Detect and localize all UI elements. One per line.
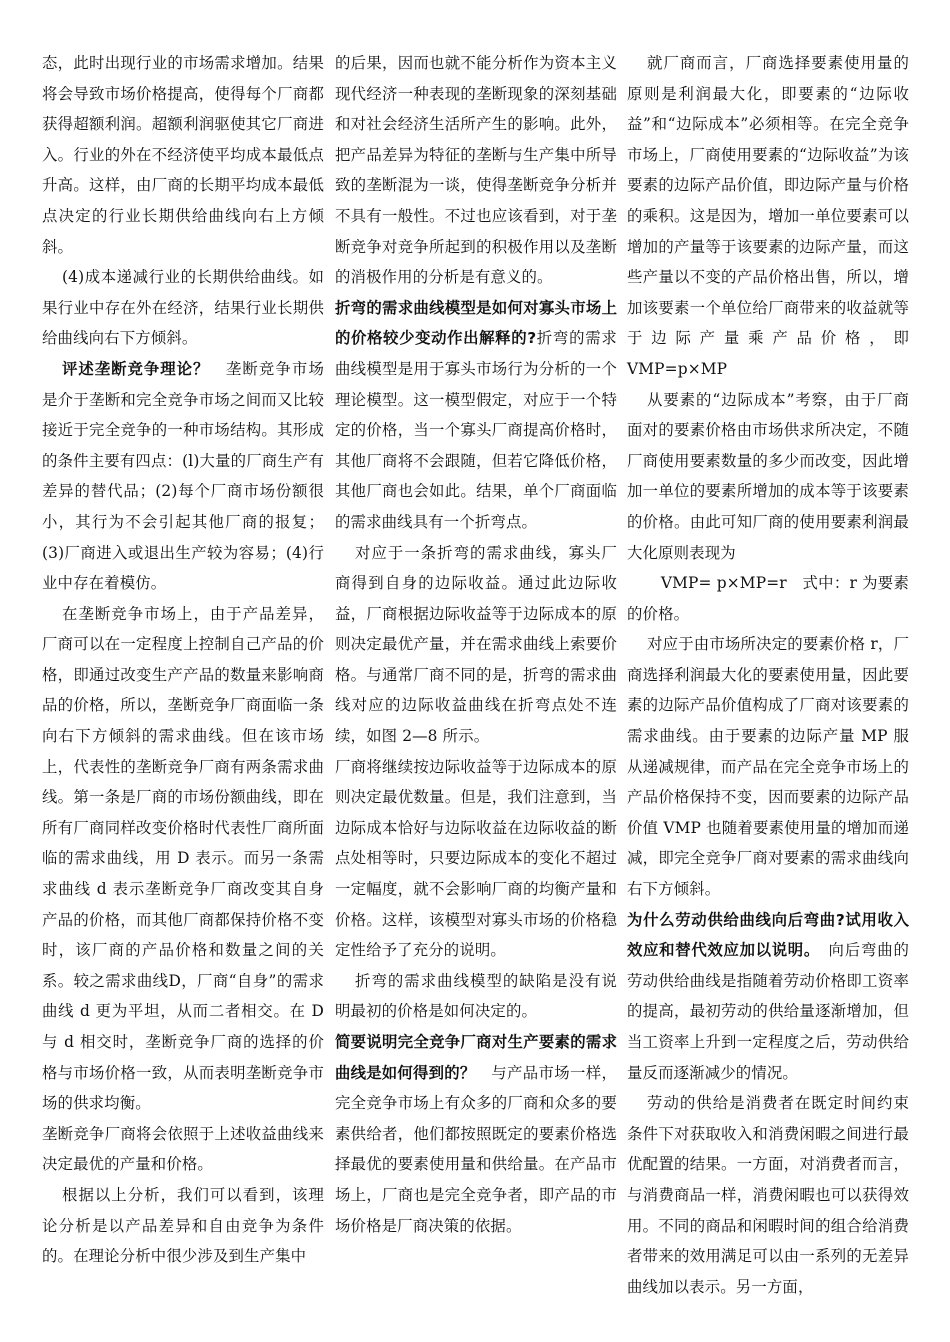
formula-line: VMP= p×MP=r 式中：r 为要素的价格。 xyxy=(627,574,909,623)
paragraph: 劳动的供给是消费者在既定时间约束条件下对获取收入和消费闲暇之间进行最优配置的结果。一方面，对消费者而言，与消费商品一样，消费闲暇也可以获得效用。不同的商品和闲暇时间的组合给消费者带来的效用满足可以由一系列的无差异曲线加以表示。另一方面， xyxy=(627,1094,909,1296)
paragraph: 从要素的“边际成本”考察，由于厂商面对的要素价格由市场供求所决定，不随厂商使用要素数量的多少而改变，因此增加一单位的要素所增加的成本等于该要素的价格。由此可知厂商的使用要素利润最大化原则表现为 xyxy=(627,390,909,562)
question-heading: 为什么劳动供给曲线向后弯曲?试用收入效应和替代效应加以说明。 xyxy=(627,910,909,960)
paragraph-with-question xyxy=(335,1027,617,1241)
paragraph: (4)成本递减行业的长期供给曲线。如果行业中存在外在经济，结果行业长期供给曲线向右下方倾斜。 xyxy=(42,268,324,348)
paragraph-with-question xyxy=(627,905,909,1089)
paragraph: 的后果，因而也就不能分析作为资本主义现代经济一种表现的垄断现象的深刻基础和对社会经济生活所产生的影响。此外，把产品差异为特征的垄断与生产集中所导致的垄断混为一谈，使得垄断竞争分析并不具有一般性。不过也应该看到，对于垄断竞争对竞争所起到的积极作用以及垄断的消极作用的分析是有意义的。 xyxy=(335,54,617,287)
paragraph: 在垄断竞争市场上，由于产品差异，厂商可以在一定程度上控制自己产品的价格，即通过改变生产产品的数量来影响商品的价格，所以，垄断竞争厂商面临一条向右下方倾斜的需求曲线。但在该市场上，代表性的垄断竞争厂商有两条需求曲线。第一条是厂商的市场份额曲线，即在所有厂商同样改变价格时代表性厂商所面临的需求曲线，用 D 表示。而另一条需求曲线 d 表示垄断竞争厂商改变其自身产品的价格，而其他厂商都保持价格不变时，该厂商的产品价格和数量之间的关系。较之需求曲线D，厂商“自身”的需求曲线 d 更为平坦，从而二者相交。在 D 与 d 相交时，垄断竞争厂商的选择的价格与市场价格一致，从而表明垄断竞争市场的供求均衡。 xyxy=(42,604,324,1113)
paragraph: 对应于一条折弯的需求曲线，寡头厂商得到自身的边际收益。通过此边际收益，厂商根据边际收益等于边际成本的原则决定最优产量，并在需求曲线上索要价格。与通常厂商不同的是，折弯的需求曲线对应的边际收益曲线在折弯点处不连续，如图 2—8 所示。 xyxy=(335,543,617,746)
question-heading: 评述垄断竞争理论？ xyxy=(62,359,210,378)
answer-text: 向后弯曲的劳动供给曲线是指随着劳动价格即工资率的提高，最初劳动的供给量逐渐增加，但当工资率上升到一定程度之后，劳动供给量反而逐渐减少的情况。 xyxy=(627,941,909,1082)
paragraph-with-question xyxy=(335,293,617,538)
paragraph: 垄断竞争厂商将会依照于上述收益曲线来决定最优的产量和价格。 xyxy=(42,1124,324,1174)
paragraph: 态，此时出现行业的市场需求增加。结果将会导致市场价格提高，使得每个厂商都获得超额利润。超额利润驱使其它厂商进入。行业的外在不经济使平均成本最低点升高。这样，由厂商的长期平均成本最低点决定的行业长期供给曲线向右上方倾斜。 xyxy=(42,54,324,256)
paragraph: 就厂商而言，厂商选择要素使用量的原则是利润最大化，即要素的“边际收益”和“边际成本”必须相等。在完全竞争市场上，厂商使用要素的“边际收益”为该要素的边际产品价值，即边际产量与价格的乘积。这是因为，增加一单位要素可以增加的产量等于该要素的边际产量，而这些产量以不变的产品价格出售，所以，增加该要素一个单位给厂商带来的收益就等于边际产量乘产品价格，即 VMP=p×MP xyxy=(627,54,909,378)
paragraph: 根据以上分析，我们可以看到，该理论分析是以产品差异和自由竞争为条件的。在理论分析中很少涉及到生产集中 xyxy=(42,1185,324,1266)
text-column-2 xyxy=(335,48,617,1241)
paragraph: 厂商将继续按边际收益等于边际成本的原则决定最优数量。但是，我们注意到，当边际成本恰好与边际收益在边际收益的断点处相等时，只要边际成本的变化不超过一定幅度，就不会影响厂商的均衡产量和价格。这样，该模型对寡头市场的价格稳定性给予了充分的说明。 xyxy=(335,757,617,960)
answer-text: 折弯的需求曲线模型是用于寡头市场行为分析的一个理论模型。这一模型假定，对应于一个特定的价格，当一个寡头厂商提高价格时，其他厂商将不会跟随，但若它降低价格，其他厂商也会如此。结果，单个厂商面临的需求曲线具有一个折弯点。 xyxy=(335,329,617,531)
answer-text: 垄断竞争市场是介于垄断和完全竞争市场之间而又比较接近于完全竞争的一种市场结构。其形成的条件主要有四点：(l)大量的厂商生产有差异的替代品；(2)每个厂商市场份额很小，其行为不会引起其他厂商的报复；(3)厂商进入或退出生产较为容易；(4)行业中存在着模仿。 xyxy=(42,359,324,593)
text-column-1 xyxy=(42,48,324,1272)
paragraph-with-question xyxy=(42,354,324,599)
question-heading: 折弯的需求曲线模型是如何对寡头市场上的价格较少变动作出解释的? xyxy=(335,298,617,348)
text-column-3 xyxy=(627,48,909,1302)
answer-text: 与产品市场一样，完全竞争市场上有众多的厂商和众多的要素供给者，他们都按照既定的要素价格选择最优的要素使用量和供给量。在产品市场上，厂商也是完全竞争者，即产品的市场价格是厂商决策的依据。 xyxy=(335,1063,617,1235)
question-heading: 简要说明完全竞争厂商对生产要素的需求曲线是如何得到的？ xyxy=(335,1033,617,1082)
paragraph: 折弯的需求曲线模型的缺陷是没有说明最初的价格是如何决定的。 xyxy=(335,971,617,1021)
paragraph: 对应于由市场所决定的要素价格 r，厂商选择利润最大化的要素使用量，因此要素的边际产品价值构成了厂商对该要素的需求曲线。由于要素的边际产量 MP 服从递减规律，而产品在完全竞争市场上的产品价格保持不变，因而要素的边际产品价值 VMP 也随着要素使用量的增加而递减，即完全竞争厂商对要素的需求曲线向右下方倾斜。 xyxy=(627,635,909,899)
